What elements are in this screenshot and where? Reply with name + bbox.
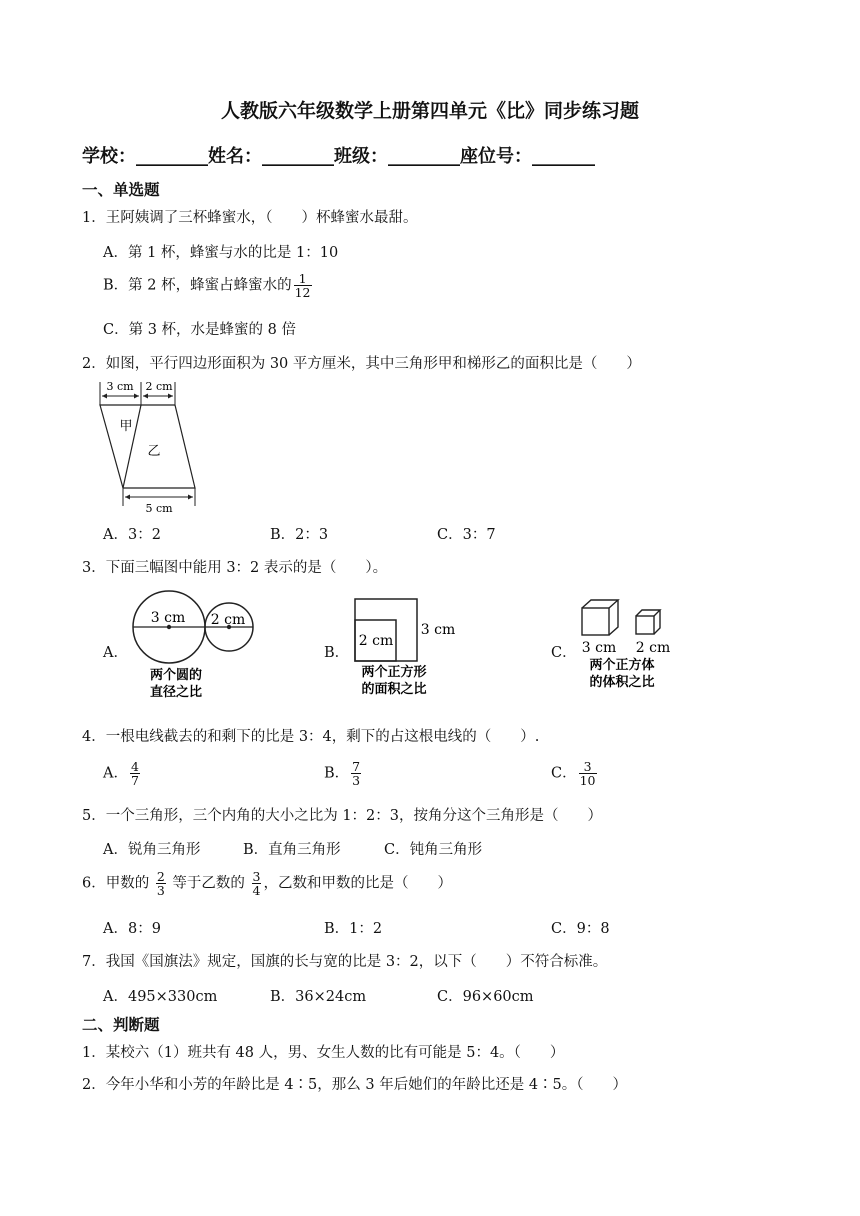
- dim-top-left: 3 cm: [106, 380, 134, 393]
- section-single-choice: 一、单选题: [82, 181, 160, 199]
- fraction-denominator: 3: [156, 883, 165, 899]
- q4-stem: 4．一根电线截去的和剩下的比是 3：4，剩下的占这根电线的（ ）.: [82, 729, 540, 745]
- q4-option-c: [551, 760, 599, 787]
- dim-bottom: 5 cm: [145, 502, 173, 514]
- q7-option-b: B．36×24cm: [270, 989, 367, 1005]
- fraction-numerator: 1: [298, 271, 307, 286]
- q1-option-a: A．第 1 杯，蜂蜜与水的比是 1：10: [103, 245, 339, 261]
- q3-option-a-label: A．: [103, 645, 128, 661]
- cube-edge-large: 3 cm: [581, 640, 617, 656]
- figure-c-caption-line1: 两个正方体: [589, 658, 655, 673]
- q4-option-b: [324, 760, 363, 787]
- q2-option-b: B．2：3: [270, 527, 329, 543]
- q3-stem: 3．下面三幅图中能用 3：2 表示的是（ ）。: [82, 560, 388, 576]
- option-label: B．: [324, 765, 350, 782]
- q4-option-c-fraction: [579, 760, 597, 787]
- q5-stem: 5．一个三角形，三个内角的大小之比为 1：2：3，按角分这个三角形是（ ）: [82, 808, 603, 824]
- figure-b-caption-line1: 两个正方形: [361, 665, 427, 680]
- fraction-numerator: 3: [252, 869, 261, 884]
- figure-c-caption-line2: 的体积之比: [589, 675, 655, 690]
- dim-top-right: 2 cm: [145, 380, 173, 393]
- q5-option-c: C．钝角三角形: [384, 842, 483, 858]
- student-info-line: 学校：________姓名：________班级：________座位号：_______: [82, 146, 595, 167]
- q1-option-b-text: B．第 2 杯，蜂蜜占蜂蜜水的: [103, 277, 292, 294]
- q3-figure-c-cubes: [574, 594, 684, 694]
- figure-a-caption-line2: 直径之比: [149, 685, 203, 700]
- square-side-large: 3 cm: [420, 622, 456, 638]
- q3-figure-b-squares: [346, 594, 468, 702]
- q6-stem-part2: 等于乙数的: [172, 875, 245, 892]
- q3-figure-a-circles: [124, 590, 272, 702]
- q6-fraction-2: [252, 870, 262, 897]
- tf1-stem: 1．某校六（1）班共有 48 人，男、女生人数的比有可能是 5：4。（ ）: [82, 1045, 565, 1061]
- section-true-false: 二、判断题: [82, 1016, 160, 1034]
- q3-option-c-label: C．: [551, 645, 577, 661]
- q2-stem: 2．如图，平行四边形面积为 30 平方厘米，其中三角形甲和梯形乙的面积比是（ ）: [82, 356, 641, 372]
- q7-stem: 7．我国《国旗法》规定，国旗的长与宽的比是 3：2，以下（ ）不符合标准。: [82, 954, 608, 970]
- q6-option-c: C．9：8: [551, 921, 610, 937]
- label-yi: 乙: [147, 444, 161, 459]
- circle-diameter-large: 3 cm: [150, 610, 186, 626]
- q1-stem: 1．王阿姨调了三杯蜂蜜水，（ ）杯蜂蜜水最甜。: [82, 210, 418, 226]
- q3-option-b-label: B．: [324, 645, 350, 661]
- option-label: C．: [551, 765, 577, 782]
- q5-option-b: B．直角三角形: [243, 842, 341, 858]
- figure-a-caption-line1: 两个圆的: [149, 668, 203, 683]
- q2-parallelogram-figure: [96, 376, 206, 514]
- q7-option-c: C．96×60cm: [437, 989, 534, 1005]
- cube-edge-small: 2 cm: [635, 640, 671, 656]
- q1-option-b: [103, 272, 314, 299]
- figure-b-caption-line2: 的面积之比: [361, 682, 427, 697]
- q4-option-a-fraction: [130, 760, 140, 787]
- label-jia: 甲: [119, 419, 133, 434]
- fraction-numerator: 4: [130, 759, 139, 774]
- q7-option-a: A．495×330cm: [103, 989, 218, 1005]
- q2-option-c: C．3：7: [437, 527, 496, 543]
- fraction-denominator: 7: [130, 773, 139, 789]
- q5-option-a: A．锐角三角形: [103, 842, 201, 858]
- q6-stem: [82, 870, 452, 897]
- worksheet-title: 人教版六年级数学上册第四单元《比》同步练习题: [220, 100, 639, 122]
- fraction-numerator: 3: [583, 759, 592, 774]
- q6-stem-part1: 6．甲数的: [82, 875, 150, 892]
- q1-option-c: C．第 3 杯，水是蜂蜜的 8 倍: [103, 322, 296, 338]
- fraction-denominator: 4: [252, 883, 261, 899]
- q6-option-a: A．8：9: [103, 921, 161, 937]
- q1-option-b-fraction: [294, 272, 312, 299]
- fraction-numerator: 2: [156, 869, 165, 884]
- circle-diameter-small: 2 cm: [210, 612, 246, 628]
- option-label: A．: [103, 765, 128, 782]
- fraction-denominator: 12: [294, 285, 311, 301]
- q6-fraction-1: [156, 870, 166, 897]
- square-side-small: 2 cm: [358, 633, 394, 649]
- q4-option-a: [103, 760, 142, 787]
- q4-option-b-fraction: [351, 760, 361, 787]
- q2-option-a: A．3：2: [103, 527, 161, 543]
- fraction-denominator: 10: [579, 773, 596, 789]
- tf2-stem: 2．今年小华和小芳的年龄比是 4∶5，那么 3 年后她们的年龄比还是 4∶5。（ ）: [82, 1077, 628, 1093]
- q6-option-b: B．1：2: [324, 921, 383, 937]
- q6-stem-part3: ，乙数和甲数的比是（ ）: [263, 875, 452, 892]
- fraction-denominator: 3: [352, 773, 361, 789]
- fraction-numerator: 7: [352, 759, 361, 774]
